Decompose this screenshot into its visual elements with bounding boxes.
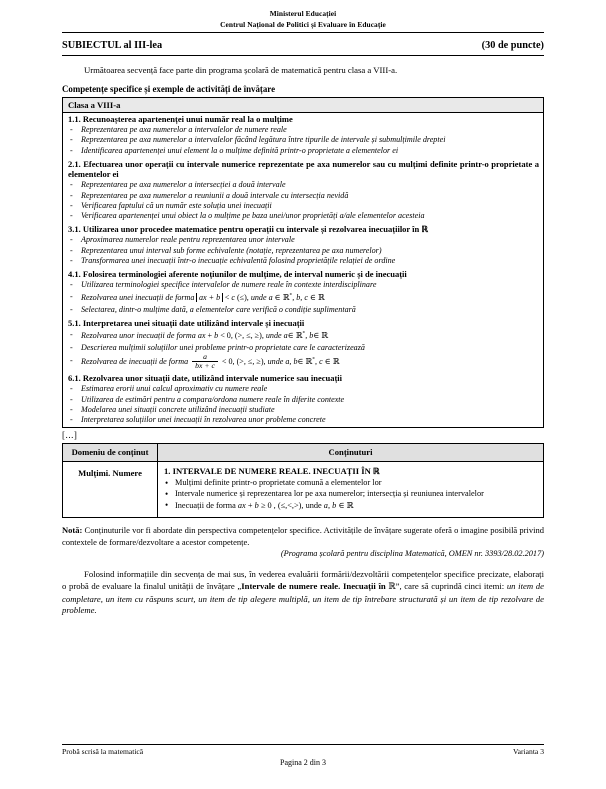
competency-heading: Competențe specifice și exemple de activități de învățare	[62, 84, 276, 95]
activity-list	[63, 329, 543, 372]
class-band: Clasa a VIII-a	[63, 98, 544, 113]
source-citation: (Programa școlară pentru disciplina Matematică, OMEN nr. 3393/28.02.2017)	[280, 548, 544, 558]
competency-title: 5.1. Interpretarea unei situații date utilizând intervale și inecuații	[68, 317, 305, 328]
page-number: Pagina 2 din 3	[280, 758, 326, 767]
content-row	[63, 462, 544, 518]
contents-cell	[158, 462, 544, 518]
task-paragraph	[62, 569, 544, 617]
activity-item: - Reprezentarea pe axa numerelor a intervalelor de numere reale	[68, 125, 539, 135]
competency-block	[63, 223, 544, 268]
footer-variant: Varianta 3	[513, 747, 544, 756]
content-title: 1. INTERVALE DE NUMERE REALE. INECUAȚII ÎN ℝ	[164, 466, 380, 477]
activity-item: - Descrierea mulțimii soluțiilor unei probleme printr-o proprietate care le caracterizează	[68, 343, 539, 353]
content-header-row	[63, 444, 544, 462]
content-bullet-list	[164, 478, 537, 512]
content-bullet-math: • Inecuații de forma ax + b ≥ 0 , (≤,<,>), unde a, b ∈ ℝ	[164, 500, 537, 512]
competency-title: 2.1. Efectuarea unor operații cu intervale numerice reprezentate pe axa numerelor sau cu mulțimi definite printr-o proprietate a elementelor ei	[68, 158, 539, 179]
column-header-domain: Domeniu de conținut	[63, 444, 158, 462]
activity-item: - Interpretarea soluțiilor unei inecuații în rezolvarea unor probleme concrete	[68, 415, 539, 425]
activity-list	[63, 384, 543, 427]
subject-title: SUBIECTUL al III-lea	[62, 40, 163, 52]
task-part2: ”, care să cuprindă cinci itemi:	[395, 580, 507, 591]
activity-item: - Estimarea erorii unui calcul aproximativ cu numere reale	[68, 384, 539, 394]
activity-item-math: - Rezolvarea unor inecuații de forma ax + b < 0, (>, ≤, ≥), unde a∈ ℝ*, b∈ ℝ	[68, 329, 539, 343]
activity-item: - Reprezentarea pe axa numerelor a reuniunii a două intervale cu intersecția nevidă	[68, 191, 539, 201]
activity-item: - Identificarea apartenenței unui element la o mulțime definită printr-o proprietate a elementelor ei	[68, 146, 539, 156]
document-header	[62, 9, 544, 30]
task-unit-symbol: ℝ	[388, 581, 396, 592]
competency-title: 3.1. Utilizarea unor procedee matematice pentru operații cu intervale și rezolvarea inecuațiilor în ℝ	[68, 224, 429, 235]
task-unit-line2: Inecuații în	[342, 580, 386, 591]
activity-item: - Reprezentarea pe axa numerelor a intersecției a două intervale	[68, 180, 539, 190]
competency-table	[62, 97, 544, 428]
content-bullet: • Intervale numerice și reprezentarea lor pe axa numerelor; intersecția și reuniunea intervalelor	[164, 489, 537, 500]
activity-item: - Aproximarea numerelor reale pentru reprezentarea unor intervale	[68, 235, 539, 245]
competency-block	[63, 317, 544, 372]
activity-item: - Reprezentarea pe axa numerelor a intervalelor făcând legătura între tipurile de intervale și submulțimile dreptei	[68, 135, 539, 145]
center-name: Centrul Național de Politici și Evaluare în Educație	[220, 19, 386, 29]
activity-item: - Selectarea, dintr-o mulțime dată, a elementelor care verifică o condiție suplimentară	[68, 305, 539, 315]
activity-list	[63, 235, 543, 268]
content-bullet: • Mulțimi definite printr-o proprietate comună a elementelor lor	[164, 478, 537, 489]
activity-item: - Transformarea unei inecuații într-o inecuație echivalentă folosind proprietățile relației de ordine	[68, 256, 539, 266]
subject-row	[62, 40, 544, 51]
activity-item: - Reprezentarea unui interval sub forme echivalente (notație, reprezentarea pe axa numerelor)	[68, 246, 539, 256]
page-footer	[62, 744, 544, 767]
competency-block	[63, 158, 544, 224]
competency-block	[63, 112, 544, 157]
domain-cell: Mulțimi. Numere	[63, 462, 158, 518]
footer-exam-label: Probă scrisă la matematică	[62, 747, 144, 756]
activity-list	[63, 180, 543, 223]
competency-block	[63, 268, 544, 316]
task-unit-line1: Intervale de numere reale.	[241, 580, 341, 591]
subject-divider	[62, 55, 544, 56]
fraction-a-over-bxc: $\frac{a}{bx + c}$	[192, 353, 218, 370]
ellipsis-marker: [...]	[62, 430, 78, 441]
competency-title: 1.1. Recunoașterea apartenenței unui număr real la o mulțime	[68, 113, 293, 124]
subject-points: (30 de puncte)	[481, 40, 544, 52]
activity-item-math: - Rezolvarea unei inecuații de forma ax + b < c (≤), unde a ∈ ℝ*, b, c ∈ ℝ	[68, 291, 539, 305]
activity-item: - Utilizarea de estimări pentru a compara/ordona numere reale în diferite contexte	[68, 395, 539, 405]
activity-item: - Utilizarea terminologiei specifice intervalelor de numere reale în contexte interdisciplinare	[68, 280, 539, 290]
activity-list	[63, 125, 543, 158]
competency-title: 6.1. Rezolvarea unor situații date, utilizând intervale numerice sau inecuații	[68, 372, 343, 383]
footer-row	[62, 747, 544, 756]
competency-title: 4.1. Folosirea terminologiei aferente noțiunilor de mulțime, de interval numeric și de inecuații	[68, 269, 407, 280]
task-items-list: un item de completare, un item cu răspuns scurt, un item de tip alegere multiplă, un item de tip întrebare structurată și un item de tip rezolvare de probleme.	[62, 580, 544, 616]
note-paragraph	[62, 525, 544, 548]
competency-block	[63, 372, 544, 428]
note-text: Conținuturile vor fi abordate din perspectiva competențelor specifice. Activitățile de învățare sugerate oferă o imagine posibilă privind contextele de formare/dezvoltare a acestor competențe.	[62, 525, 544, 547]
note-label: Notă:	[62, 525, 83, 536]
task-part1: Folosind informațiile din secvența de mai sus, în vederea evaluării formării/dezvoltării competențelor specifice precizate, elaborați o probă de evaluare la finalul unității de învățare „	[62, 568, 544, 591]
activity-item: - Verificarea faptului că un număr este soluția unei inecuații	[68, 201, 539, 211]
footer-divider	[62, 744, 544, 745]
activity-item: - Verificarea apartenenței unui obiect la o mulțime pe baza unei/unor proprietăți a/ale elementelor acesteia	[68, 211, 539, 221]
activity-list	[63, 280, 543, 316]
column-header-contents: Conținuturi	[158, 444, 544, 462]
activity-item: - Modelarea unei situații concrete utilizând inecuații studiate	[68, 405, 539, 415]
intro-paragraph: Următoarea secvență face parte din programa școlară de matematică pentru clasa a VIII-a.	[84, 65, 398, 76]
class-band-row	[63, 98, 544, 113]
content-table	[62, 443, 544, 518]
header-divider	[62, 32, 544, 33]
activity-item-fraction: - Rezolvarea de inecuații de forma $\frac{a}{bx + c}$ < 0, (>, ≤, ≥), unde a, b∈ ℝ*, c ∈ ℝ	[68, 353, 539, 370]
ministry-name: Ministerul Educației	[269, 9, 337, 18]
